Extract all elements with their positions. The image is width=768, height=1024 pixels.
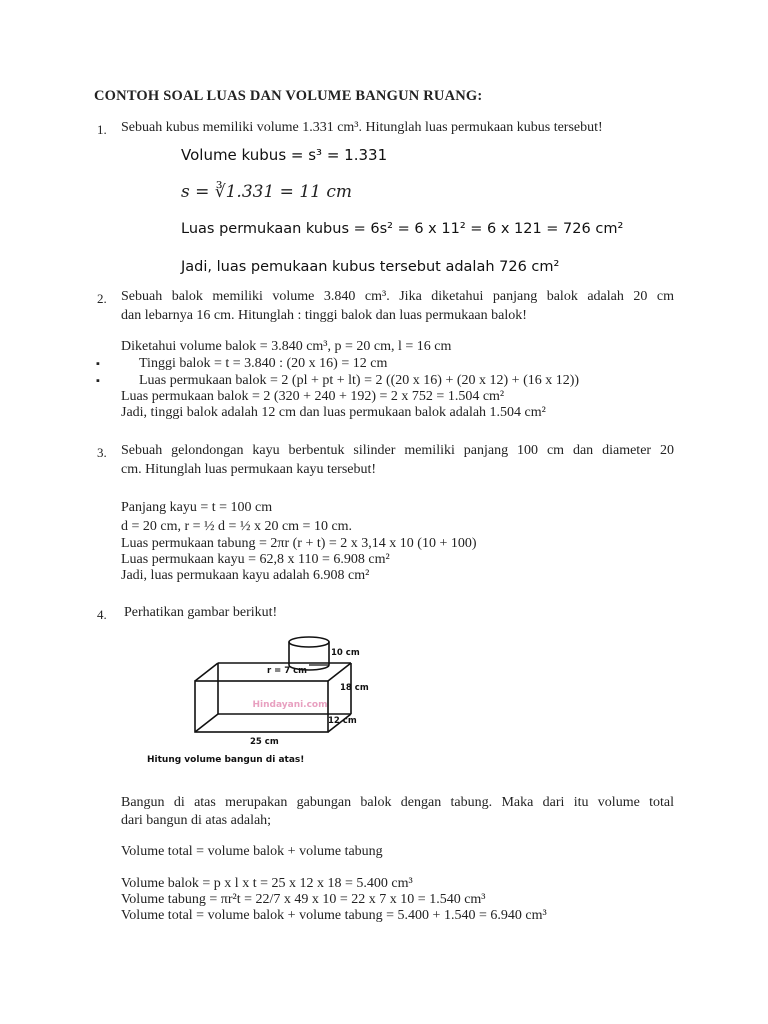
q3-line2: d = 20 cm, r = ½ d = ½ x 20 cm = 10 cm. — [121, 519, 353, 534]
q3-line1: Panjang kayu = t = 100 cm — [121, 500, 273, 515]
box-cylinder-figure — [140, 632, 380, 772]
q4-formula: Volume total = volume balok + volume tabung — [121, 844, 383, 859]
label-12cm: 12 cm — [328, 716, 357, 726]
q1-solution-line4: Jadi, luas pemukaan kubus tersebut adalah 726 cm² — [181, 259, 560, 275]
q3-line5: Jadi, luas permukaan kayu adalah 6.908 cm² — [121, 568, 370, 583]
q2-bullet2: Luas permukaan balok = 2 (pl + pt + lt) = 2 ((20 x 16) + (20 x 12) + (16 x 12)) — [139, 373, 580, 388]
q2-text-line1: Sebuah balok memiliki volume 3.840 cm³. Jika diketahui panjang balok adalah 20 cm — [121, 289, 674, 304]
q4-calc3: Volume total = volume balok + volume tabung = 5.400 + 1.540 = 6.940 cm³ — [121, 908, 547, 923]
q3-number: 3. — [97, 445, 107, 460]
bullet-icon: ▪ — [96, 358, 100, 370]
label-radius: r = 7 cm — [267, 666, 308, 676]
q3-line4: Luas permukaan kayu = 62,8 x 110 = 6.908 cm² — [121, 552, 390, 567]
q4-calc1: Volume balok = p x l x t = 25 x 12 x 18 = 5.400 cm³ — [121, 876, 413, 891]
q4-calc2: Volume tabung = πr²t = 22/7 x 49 x 10 = 22 x 7 x 10 = 1.540 cm³ — [121, 892, 486, 907]
q3-text-line2: cm. Hitunglah luas permukaan kayu tersebut! — [121, 462, 377, 477]
q4-para-line1: Bangun di atas merupakan gabungan balok dengan tabung. Maka dari itu volume total — [121, 795, 674, 810]
q1-solution-line1: Volume kubus = s³ = 1.331 — [181, 146, 388, 164]
q2-line-a: Luas permukaan balok = 2 (320 + 240 + 192) = 2 x 752 = 1.504 cm² — [121, 389, 505, 404]
label-18cm: 18 cm — [340, 683, 369, 693]
page-title: CONTOH SOAL LUAS DAN VOLUME BANGUN RUANG: — [94, 88, 483, 104]
q1-solution-line3: Luas permukaan kubus = 6s² = 6 x 11² = 6 x 121 = 726 cm² — [181, 221, 624, 237]
q4-text: Perhatikan gambar berikut! — [124, 605, 278, 620]
q2-known: Diketahui volume balok = 3.840 cm³, p = 20 cm, l = 16 cm — [121, 339, 452, 354]
q3-line3: Luas permukaan tabung = 2πr (r + t) = 2 x 3,14 x 10 (10 + 100) — [121, 536, 477, 551]
watermark: Hindayani.com — [252, 700, 328, 710]
q4-number: 4. — [97, 607, 107, 622]
q3-text-line1: Sebuah gelondongan kayu berbentuk silinder memiliki panjang 100 cm dan diameter 20 — [121, 443, 674, 458]
label-25cm: 25 cm — [250, 737, 279, 747]
q1-text: Sebuah kubus memiliki volume 1.331 cm³. Hitunglah luas permukaan kubus tersebut! — [121, 120, 603, 135]
label-10cm: 10 cm — [331, 648, 360, 658]
figure-caption: Hitung volume bangun di atas! — [147, 755, 305, 765]
q1-number: 1. — [97, 122, 107, 137]
q2-text-line2: dan lebarnya 16 cm. Hitunglah : tinggi balok dan luas permukaan balok! — [121, 308, 527, 323]
q2-bullet1: Tinggi balok = t = 3.840 : (20 x 16) = 12 cm — [139, 356, 388, 371]
q1-solution-line2: s = ∛1.331 = 11 cm — [181, 182, 353, 202]
bullet-icon: ▪ — [96, 375, 100, 387]
q2-line-b: Jadi, tinggi balok adalah 12 cm dan luas permukaan balok adalah 1.504 cm² — [121, 405, 546, 420]
q4-para-line2: dari bangun di atas adalah; — [121, 813, 272, 828]
q2-number: 2. — [97, 291, 107, 306]
